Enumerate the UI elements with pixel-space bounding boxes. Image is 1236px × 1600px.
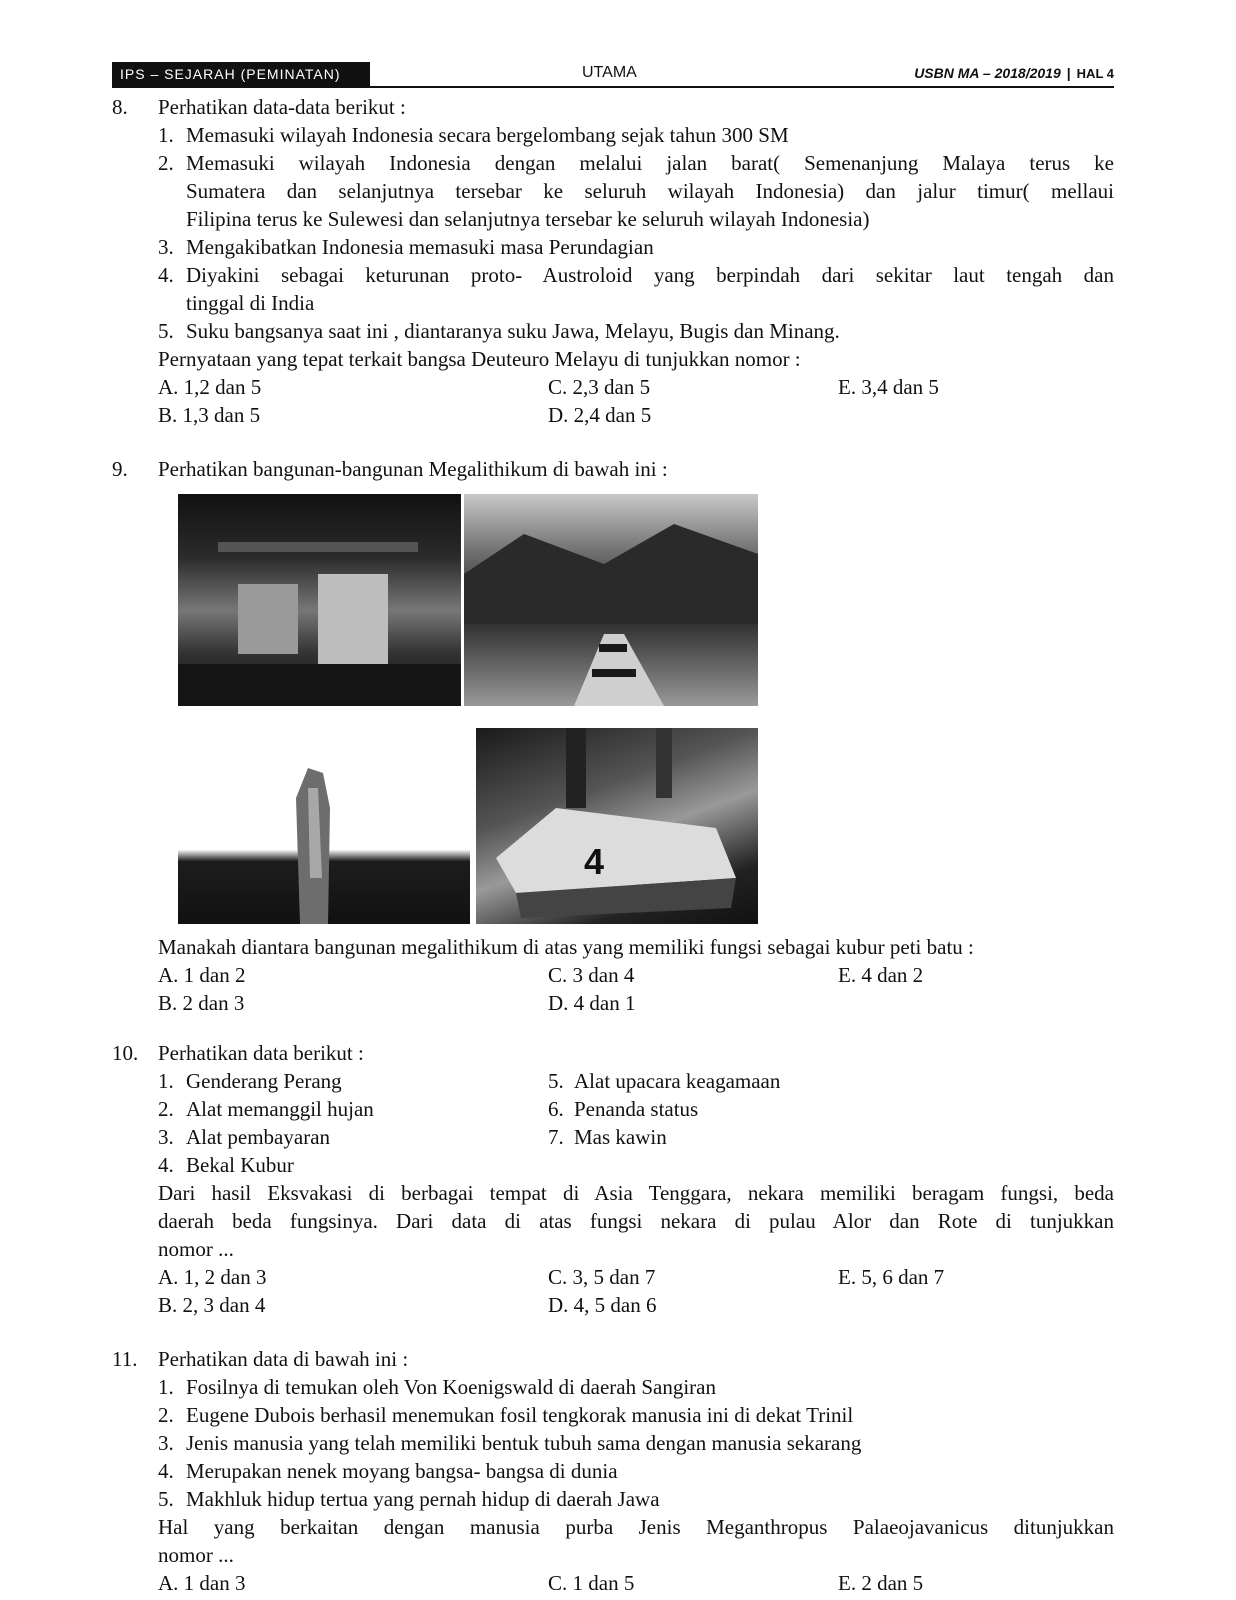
item-number: 5. bbox=[548, 1069, 564, 1093]
item-text: Penanda status bbox=[574, 1097, 699, 1121]
item-text: Genderang Perang bbox=[186, 1069, 342, 1093]
item-text: Alat upacara keagamaan bbox=[574, 1069, 781, 1093]
item-number: 2. bbox=[158, 1097, 174, 1121]
question-text: nomor ... bbox=[158, 1237, 234, 1261]
item-text: Makhluk hidup tertua yang pernah hidup di daerah Jawa bbox=[186, 1487, 660, 1511]
item-text: Alat memanggil hujan bbox=[186, 1097, 374, 1121]
item-text: Diyakini sebagai keturunan proto- Austroloid yang berpindah dari sekitar laut tengah dan bbox=[186, 263, 1114, 287]
subject-label: IPS – SEJARAH (PEMINATAN) bbox=[112, 62, 370, 86]
item-number: 4. bbox=[158, 1459, 174, 1483]
option-d: D. 4, 5 dan 6 bbox=[548, 1293, 657, 1317]
question-number: 11. bbox=[112, 1347, 138, 1371]
item-number: 6. bbox=[548, 1097, 564, 1121]
header-separator: | bbox=[1066, 65, 1071, 81]
item-number: 3. bbox=[158, 1125, 174, 1149]
option-b: B. 2, 3 dan 4 bbox=[158, 1293, 266, 1317]
question-stem: Perhatikan bangunan-bangunan Megalithikum di bawah ini : bbox=[158, 457, 668, 481]
item-text: Mengakibatkan Indonesia memasuki masa Perundagian bbox=[186, 235, 654, 259]
item-number: 1. bbox=[158, 1375, 174, 1399]
option-a: A. 1, 2 dan 3 bbox=[158, 1265, 267, 1289]
item-text: Memasuki wilayah Indonesia secara bergelombang sejak tahun 300 SM bbox=[186, 123, 789, 147]
option-b: B. 2 dan 3 bbox=[158, 991, 245, 1015]
option-e: E. 3,4 dan 5 bbox=[838, 375, 939, 399]
option-e: E. 2 dan 5 bbox=[838, 1571, 924, 1595]
option-c: C. 1 dan 5 bbox=[548, 1571, 635, 1595]
item-number: 4. bbox=[158, 263, 174, 287]
megalith-photo-3 bbox=[178, 728, 470, 924]
question-stem: Perhatikan data-data berikut : bbox=[158, 95, 406, 119]
item-number: 2. bbox=[158, 1403, 174, 1427]
item-text: Memasuki wilayah Indonesia dengan melalui jalan barat( Semenanjung Malaya terus ke bbox=[186, 151, 1114, 175]
option-e: E. 5, 6 dan 7 bbox=[838, 1265, 945, 1289]
item-number: 5. bbox=[158, 319, 174, 343]
question-stem: Perhatikan data berikut : bbox=[158, 1041, 364, 1065]
question-text: nomor ... bbox=[158, 1543, 234, 1567]
item-text: Mas kawin bbox=[574, 1125, 667, 1149]
question-text: daerah beda fungsinya. Dari data di atas fungsi nekara di pulau Alor dan Rote di tunjukkan bbox=[158, 1209, 1114, 1233]
item-number: 1. bbox=[158, 123, 174, 147]
question-stem: Perhatikan data di bawah ini : bbox=[158, 1347, 409, 1371]
question-number: 9. bbox=[112, 457, 128, 481]
item-text: Filipina terus ke Sulewesi dan selanjutnya tersebar ke seluruh wilayah Indonesia) bbox=[186, 207, 870, 231]
item-number: 5. bbox=[158, 1487, 174, 1511]
item-text: Jenis manusia yang telah memiliki bentuk tubuh sama dengan manusia sekarang bbox=[186, 1431, 862, 1455]
option-e: E. 4 dan 2 bbox=[838, 963, 924, 987]
item-number: 3. bbox=[158, 235, 174, 259]
question-text: Pernyataan yang tepat terkait bangsa Deuteuro Melayu di tunjukkan nomor : bbox=[158, 347, 801, 371]
item-number: 3. bbox=[158, 1431, 174, 1455]
option-a: A. 1 dan 3 bbox=[158, 1571, 246, 1595]
megalith-photo-1 bbox=[178, 494, 461, 706]
photo-number-label: 4 bbox=[584, 841, 605, 882]
exam-page-label bbox=[914, 62, 1114, 85]
item-text: Bekal Kubur bbox=[186, 1153, 294, 1177]
item-number: 4. bbox=[158, 1153, 174, 1177]
question-number: 10. bbox=[112, 1041, 139, 1065]
item-text: Suku bangsanya saat ini , diantaranya suku Jawa, Melayu, Bugis dan Minang. bbox=[186, 319, 840, 343]
item-number: 7. bbox=[548, 1125, 564, 1149]
item-text: Eugene Dubois berhasil menemukan fosil tengkorak manusia ini di dekat Trinil bbox=[186, 1403, 854, 1427]
item-text: tinggal di India bbox=[186, 291, 315, 315]
question-number: 8. bbox=[112, 95, 128, 119]
option-c: C. 2,3 dan 5 bbox=[548, 375, 651, 399]
item-text: Merupakan nenek moyang bangsa- bangsa di dunia bbox=[186, 1459, 618, 1483]
item-text: Sumatera dan selanjutnya tersebar ke seluruh wilayah Indonesia) dan jalur timur( mellaui bbox=[186, 179, 1114, 203]
page-number: HAL 4 bbox=[1076, 66, 1114, 81]
megalith-photo-2 bbox=[464, 494, 758, 706]
question-text: Hal yang berkaitan dengan manusia purba Jenis Meganthropus Palaeojavanicus ditunjukkan bbox=[158, 1515, 1114, 1539]
question-text: Manakah diantara bangunan megalithikum di atas yang memiliki fungsi sebagai kubur peti batu : bbox=[158, 935, 974, 959]
question-text: Dari hasil Eksvakasi di berbagai tempat di Asia Tenggara, nekara memiliki beragam fungsi, beda bbox=[158, 1181, 1114, 1205]
megalith-photo-4 bbox=[476, 728, 758, 924]
item-text: Alat pembayaran bbox=[186, 1125, 331, 1149]
option-c: C. 3 dan 4 bbox=[548, 963, 635, 987]
page-header bbox=[112, 62, 1114, 88]
option-a: A. 1,2 dan 5 bbox=[158, 375, 262, 399]
item-number: 2. bbox=[158, 151, 174, 175]
item-text: Fosilnya di temukan oleh Von Koenigswald di daerah Sangiran bbox=[186, 1375, 716, 1399]
option-a: A. 1 dan 2 bbox=[158, 963, 246, 987]
exam-type-label: UTAMA bbox=[582, 64, 637, 81]
item-number: 1. bbox=[158, 1069, 174, 1093]
option-d: D. 4 dan 1 bbox=[548, 991, 636, 1015]
option-d: D. 2,4 dan 5 bbox=[548, 403, 652, 427]
option-b: B. 1,3 dan 5 bbox=[158, 403, 261, 427]
option-c: C. 3, 5 dan 7 bbox=[548, 1265, 656, 1289]
exam-name: USBN MA – 2018/2019 bbox=[914, 65, 1061, 81]
